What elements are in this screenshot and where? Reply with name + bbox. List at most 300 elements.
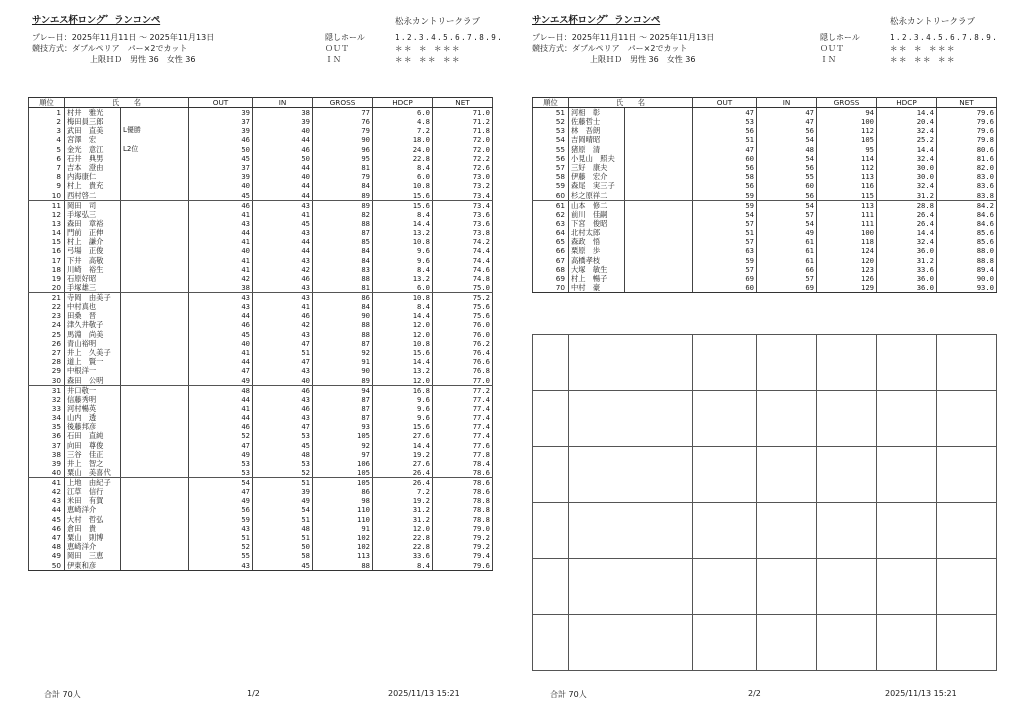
in-score: 48 <box>253 450 313 459</box>
table-row <box>29 228 493 237</box>
col-out: OUT <box>189 98 253 108</box>
gross-score: 129 <box>817 283 877 293</box>
hdcp-value: 14.4 <box>373 440 433 449</box>
player-name: 中村真也 <box>65 302 121 311</box>
table-row <box>533 200 997 210</box>
in-score: 41 <box>253 210 313 219</box>
rank-cell: 15 <box>29 237 65 246</box>
player-name: 川崎 裕生 <box>65 265 121 274</box>
play-dates: 2025年11月11日 ～ 2025年11月13日 <box>571 33 715 42</box>
rank-cell: 18 <box>29 265 65 274</box>
table-row <box>533 265 997 274</box>
empty-cell <box>693 391 757 447</box>
hdcp-value: 15.6 <box>373 348 433 357</box>
table-row <box>29 413 493 422</box>
award-note <box>625 172 693 181</box>
in-score: 46 <box>253 404 313 413</box>
award-note <box>121 496 189 505</box>
table-row <box>29 357 493 366</box>
out-score: 43 <box>189 524 253 533</box>
col-out: OUT <box>693 98 757 108</box>
out-marks: ＊＊ ＊ ＊＊＊ <box>890 44 957 53</box>
gross-score: 90 <box>313 366 373 375</box>
net-score: 75.2 <box>433 293 493 303</box>
table-row <box>29 154 493 163</box>
award-note <box>625 191 693 201</box>
out-score: 57 <box>693 237 757 246</box>
in-score: 69 <box>757 283 817 293</box>
play-dates: 2025年11月11日 ～ 2025年11月13日 <box>71 33 215 42</box>
gross-score: 100 <box>817 117 877 126</box>
gross-score: 88 <box>313 274 373 283</box>
out-score: 46 <box>189 200 253 210</box>
award-note <box>121 459 189 468</box>
rank-cell: 50 <box>29 561 65 571</box>
gross-score: 86 <box>313 487 373 496</box>
player-name: 津久井敬子 <box>65 320 121 329</box>
player-name: 林 吾朗 <box>569 126 625 135</box>
scorecard-page-2 <box>522 0 1022 724</box>
player-name: 弓場 正俊 <box>65 246 121 255</box>
rank-cell: 23 <box>29 311 65 320</box>
col-net: NET <box>937 98 997 108</box>
in-label: ＩＮ <box>820 55 836 64</box>
rank-cell: 10 <box>29 191 65 201</box>
table-row <box>29 468 493 478</box>
out-score: 59 <box>693 191 757 201</box>
hdcp-value: 32.4 <box>877 181 937 190</box>
out-score: 52 <box>189 431 253 440</box>
gross-score: 111 <box>817 210 877 219</box>
hidden-holes-block <box>820 32 998 65</box>
out-score: 41 <box>189 237 253 246</box>
in-score: 43 <box>253 293 313 303</box>
player-name: 梅田員三郎 <box>65 117 121 126</box>
gross-score: 105 <box>313 478 373 488</box>
player-name: 森田 章裕 <box>65 219 121 228</box>
table-row <box>29 172 493 181</box>
award-note <box>121 468 189 478</box>
player-name: 粟山 美喜代 <box>65 468 121 478</box>
player-name: 岡田 三恵 <box>65 551 121 560</box>
net-score: 76.0 <box>433 330 493 339</box>
in-score: 46 <box>253 385 313 395</box>
hdcp-value: 19.2 <box>373 450 433 459</box>
rank-cell: 5 <box>29 145 65 154</box>
rank-cell: 37 <box>29 440 65 449</box>
play-dates-line <box>32 32 214 43</box>
out-score: 49 <box>189 376 253 386</box>
play-dates-label: プレー日： <box>532 33 572 42</box>
gross-score: 110 <box>313 505 373 514</box>
table-row <box>29 108 493 118</box>
table-row <box>29 385 493 395</box>
out-score: 49 <box>189 450 253 459</box>
gross-score: 102 <box>313 542 373 551</box>
award-note <box>121 210 189 219</box>
net-score: 85.6 <box>937 237 997 246</box>
table-row <box>29 274 493 283</box>
out-label: ＯＵＴ <box>820 44 844 53</box>
award-note <box>625 117 693 126</box>
empty-cell <box>757 615 817 671</box>
out-score: 54 <box>693 210 757 219</box>
award-note <box>121 366 189 375</box>
play-dates-line <box>532 32 714 43</box>
table-row <box>29 505 493 514</box>
empty-grid <box>532 334 996 671</box>
gross-score: 110 <box>313 515 373 524</box>
table-row <box>29 320 493 329</box>
col-rank: 順位 <box>533 98 569 108</box>
out-score: 56 <box>189 505 253 514</box>
gross-score: 96 <box>313 145 373 154</box>
table-row <box>533 135 997 144</box>
net-score: 73.8 <box>433 228 493 237</box>
rank-cell: 64 <box>533 228 569 237</box>
out-score: 39 <box>189 126 253 135</box>
empty-cell <box>569 335 693 391</box>
net-score: 84.6 <box>937 219 997 228</box>
hdcp-value: 8.4 <box>373 163 433 172</box>
col-hdcp: HDCP <box>373 98 433 108</box>
net-score: 78.6 <box>433 487 493 496</box>
net-score: 73.4 <box>433 191 493 201</box>
player-name: 信藤秀明 <box>65 395 121 404</box>
net-score: 73.6 <box>433 210 493 219</box>
net-score: 79.2 <box>433 533 493 542</box>
empty-cell <box>817 615 877 671</box>
out-score: 43 <box>189 219 253 228</box>
gross-score: 87 <box>313 404 373 413</box>
hdcp-value: 7.2 <box>373 487 433 496</box>
hdcp-value: 27.6 <box>373 459 433 468</box>
hdcp-value: 20.4 <box>877 117 937 126</box>
results-body <box>29 108 493 571</box>
gross-score: 113 <box>313 551 373 560</box>
rank-cell: 31 <box>29 385 65 395</box>
format: ダブルペリア パー×2でカット <box>572 44 688 53</box>
rank-cell: 1 <box>29 108 65 118</box>
empty-cell <box>569 391 693 447</box>
award-note <box>121 255 189 264</box>
rank-cell: 21 <box>29 293 65 303</box>
net-score: 88.8 <box>937 255 997 264</box>
gross-score: 90 <box>313 135 373 144</box>
in-score: 54 <box>757 219 817 228</box>
award-note <box>625 145 693 154</box>
award-note <box>121 348 189 357</box>
award-note <box>121 237 189 246</box>
player-name: 井口敬一 <box>65 385 121 395</box>
hdcp-value: 10.8 <box>373 181 433 190</box>
hdcp-value: 33.6 <box>877 265 937 274</box>
in-score: 44 <box>253 181 313 190</box>
table-row <box>533 181 997 190</box>
col-name: 氏 名 <box>65 98 189 108</box>
gross-score: 93 <box>313 422 373 431</box>
net-score: 89.4 <box>937 265 997 274</box>
in-score: 51 <box>253 533 313 542</box>
rank-cell: 28 <box>29 357 65 366</box>
table-row <box>29 135 493 144</box>
in-score: 42 <box>253 320 313 329</box>
table-row <box>29 440 493 449</box>
format-label: 競技方式： <box>532 44 572 53</box>
net-score: 79.8 <box>937 135 997 144</box>
gross-score: 95 <box>313 154 373 163</box>
hdcp-value: 19.2 <box>373 496 433 505</box>
gross-score: 85 <box>313 237 373 246</box>
footer-total: 合計 70人 <box>44 690 81 699</box>
table-row <box>29 200 493 210</box>
award-note <box>121 478 189 488</box>
rank-cell: 9 <box>29 181 65 190</box>
gross-score: 89 <box>313 200 373 210</box>
hdcp-value: 9.6 <box>373 413 433 422</box>
player-name: 河村暢英 <box>65 404 121 413</box>
gross-score: 87 <box>313 228 373 237</box>
in-score: 39 <box>253 117 313 126</box>
hdcp-value: 22.8 <box>373 542 433 551</box>
rank-cell: 30 <box>29 376 65 386</box>
gross-score: 118 <box>817 237 877 246</box>
hdcp-value: 10.8 <box>373 339 433 348</box>
award-note <box>625 246 693 255</box>
player-name: 江草 信行 <box>65 487 121 496</box>
net-score: 78.4 <box>433 459 493 468</box>
out-score: 44 <box>189 311 253 320</box>
in-score: 40 <box>253 126 313 135</box>
hd-limit: 上限ＨＤ 男性 36 女性 36 <box>90 55 196 64</box>
in-score: 56 <box>757 163 817 172</box>
player-name: 上地 由紀子 <box>65 478 121 488</box>
in-score: 46 <box>253 145 313 154</box>
net-score: 77.4 <box>433 422 493 431</box>
out-score: 39 <box>189 108 253 118</box>
player-name: 森田 公明 <box>65 376 121 386</box>
net-score: 82.0 <box>937 163 997 172</box>
in-score: 40 <box>253 376 313 386</box>
results-table <box>532 97 997 293</box>
gross-score: 116 <box>817 181 877 190</box>
out-score: 56 <box>693 181 757 190</box>
gross-score: 114 <box>817 154 877 163</box>
net-score: 79.6 <box>433 561 493 571</box>
award-note <box>625 108 693 118</box>
award-note <box>121 311 189 320</box>
gross-score: 113 <box>817 172 877 181</box>
table-row <box>29 422 493 431</box>
player-name: 大塚 敏生 <box>569 265 625 274</box>
in-score: 54 <box>253 505 313 514</box>
table-row <box>29 237 493 246</box>
table-row <box>533 219 997 228</box>
empty-cell <box>757 335 817 391</box>
player-name: 手塚弘三 <box>65 210 121 219</box>
results-body <box>533 108 997 293</box>
out-score: 53 <box>693 117 757 126</box>
in-score: 49 <box>253 496 313 505</box>
net-score: 79.6 <box>937 117 997 126</box>
empty-cell <box>877 559 937 615</box>
net-score: 73.2 <box>433 181 493 190</box>
award-note <box>121 357 189 366</box>
player-name: 三谷 佳正 <box>65 450 121 459</box>
hdcp-value: 12.0 <box>373 330 433 339</box>
out-score: 44 <box>189 413 253 422</box>
gross-score: 82 <box>313 210 373 219</box>
hdcp-value: 31.2 <box>877 255 937 264</box>
player-name: 村井 雅光 <box>65 108 121 118</box>
player-name: 石田 直純 <box>65 431 121 440</box>
net-score: 76.0 <box>433 320 493 329</box>
hdcp-value: 32.4 <box>877 126 937 135</box>
player-name: 井上 久美子 <box>65 348 121 357</box>
out-score: 44 <box>189 228 253 237</box>
empty-cell <box>693 559 757 615</box>
net-score: 84.6 <box>937 210 997 219</box>
hdcp-value: 26.4 <box>373 468 433 478</box>
empty-cell <box>817 503 877 559</box>
rank-cell: 61 <box>533 200 569 210</box>
player-name: 三好 康夫 <box>569 163 625 172</box>
in-score: 61 <box>757 237 817 246</box>
table-row <box>29 265 493 274</box>
net-score: 90.0 <box>937 274 997 283</box>
out-score: 42 <box>189 274 253 283</box>
table-row <box>533 191 997 201</box>
table-row <box>29 487 493 496</box>
player-name: 杉之原祥二 <box>569 191 625 201</box>
net-score: 73.0 <box>433 172 493 181</box>
net-score: 81.6 <box>937 154 997 163</box>
in-score: 38 <box>253 108 313 118</box>
empty-grid-body <box>533 335 997 671</box>
table-row <box>29 339 493 348</box>
table-row <box>533 228 997 237</box>
table-row <box>29 191 493 201</box>
empty-cell <box>757 447 817 503</box>
player-name: 恵崎洋介 <box>65 542 121 551</box>
hdcp-value: 24.0 <box>373 145 433 154</box>
net-score: 77.2 <box>433 385 493 395</box>
hdcp-value: 27.6 <box>373 431 433 440</box>
player-name: 中村 豪 <box>569 283 625 293</box>
empty-cell <box>569 559 693 615</box>
in-score: 66 <box>757 265 817 274</box>
rank-cell: 51 <box>533 108 569 118</box>
in-score: 39 <box>253 487 313 496</box>
table-row <box>29 496 493 505</box>
rank-cell: 3 <box>29 126 65 135</box>
hdcp-value: 9.6 <box>373 395 433 404</box>
in-score: 61 <box>757 246 817 255</box>
out-score: 47 <box>189 440 253 449</box>
player-name: 門前 正伸 <box>65 228 121 237</box>
hdcp-value: 13.2 <box>373 274 433 283</box>
in-score: 40 <box>253 172 313 181</box>
in-score: 43 <box>253 228 313 237</box>
table-row <box>533 117 997 126</box>
in-score: 47 <box>253 357 313 366</box>
rank-cell: 65 <box>533 237 569 246</box>
empty-cell <box>533 447 569 503</box>
rank-cell: 16 <box>29 246 65 255</box>
gross-score: 94 <box>313 385 373 395</box>
award-note <box>121 320 189 329</box>
footer-printed-at: 2025/11/13 15:21 <box>388 689 460 698</box>
net-score: 77.0 <box>433 376 493 386</box>
award-note <box>121 108 189 118</box>
hdcp-value: 8.4 <box>373 210 433 219</box>
in-score: 47 <box>757 108 817 118</box>
rank-cell: 34 <box>29 413 65 422</box>
rank-cell: 32 <box>29 395 65 404</box>
in-score: 54 <box>757 135 817 144</box>
out-score: 53 <box>189 468 253 478</box>
award-note <box>625 154 693 163</box>
award-note <box>625 265 693 274</box>
rank-cell: 57 <box>533 163 569 172</box>
table-row <box>29 459 493 468</box>
empty-cell <box>817 559 877 615</box>
rank-cell: 35 <box>29 422 65 431</box>
award-note <box>625 181 693 190</box>
hdcp-value: 22.8 <box>373 533 433 542</box>
hdcp-value: 36.0 <box>877 274 937 283</box>
empty-cell <box>693 503 757 559</box>
award-note <box>121 228 189 237</box>
gross-score: 98 <box>313 496 373 505</box>
gross-score: 84 <box>313 181 373 190</box>
out-score: 47 <box>189 366 253 375</box>
col-name: 氏 名 <box>569 98 693 108</box>
hidden-holes-list: 1.2.3.4.5.6.7.8.9. <box>395 33 504 42</box>
rank-cell: 39 <box>29 459 65 468</box>
net-score: 77.4 <box>433 404 493 413</box>
net-score: 83.0 <box>937 172 997 181</box>
net-score: 72.0 <box>433 145 493 154</box>
table-row <box>29 561 493 571</box>
out-label: ＯＵＴ <box>325 44 349 53</box>
club-name: 松永カントリークラブ <box>395 17 481 27</box>
rank-cell: 42 <box>29 487 65 496</box>
player-name: 伊東和彦 <box>65 561 121 571</box>
table-row <box>29 210 493 219</box>
hdcp-value: 15.6 <box>373 422 433 431</box>
award-note <box>121 265 189 274</box>
gross-score: 92 <box>313 440 373 449</box>
hdcp-value: 26.4 <box>373 478 433 488</box>
award-note <box>625 135 693 144</box>
hdcp-value: 26.4 <box>877 210 937 219</box>
table-row <box>533 274 997 283</box>
rank-cell: 12 <box>29 210 65 219</box>
empty-cell <box>693 615 757 671</box>
out-score: 40 <box>189 181 253 190</box>
rank-cell: 17 <box>29 255 65 264</box>
rank-cell: 7 <box>29 163 65 172</box>
table-row <box>29 283 493 293</box>
award-note <box>121 172 189 181</box>
gross-score: 90 <box>313 311 373 320</box>
net-score: 71.0 <box>433 108 493 118</box>
rank-cell: 6 <box>29 154 65 163</box>
player-name: 青山裕明 <box>65 339 121 348</box>
in-score: 43 <box>253 330 313 339</box>
table-row <box>29 181 493 190</box>
